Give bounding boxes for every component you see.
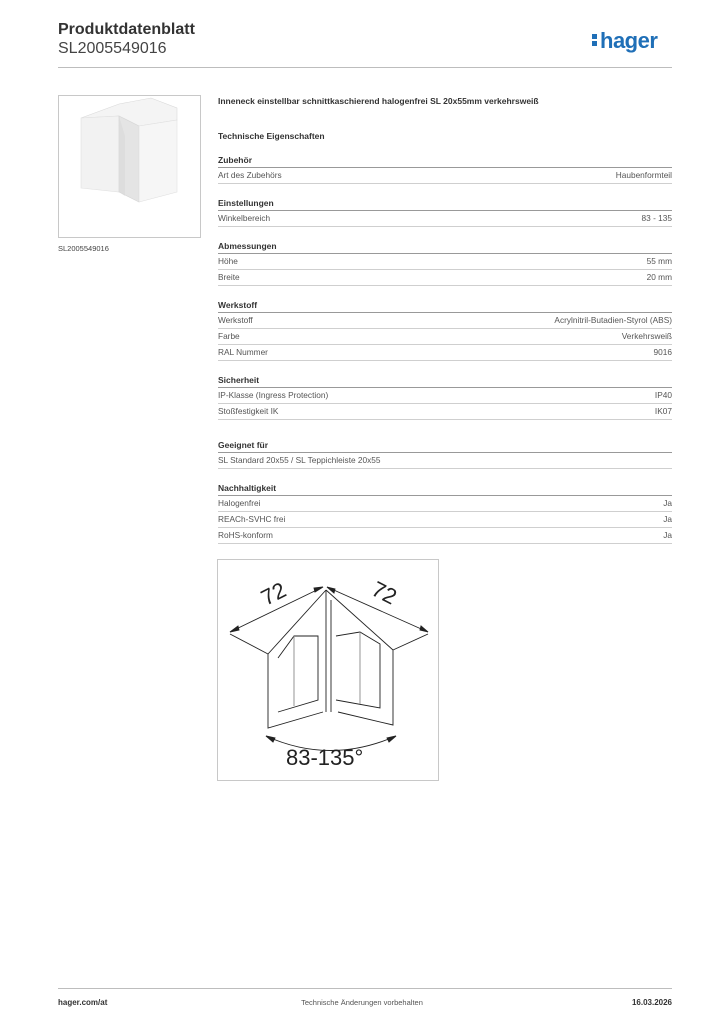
spec-row [218, 512, 672, 528]
section-werkstoff [218, 300, 672, 361]
section-einstellungen [218, 198, 672, 227]
spec-key: Winkelbereich [218, 213, 271, 223]
spec-value: Ja [663, 498, 672, 508]
page-title: Produktdatenblatt [58, 21, 195, 38]
spec-value: 83 - 135 [641, 213, 672, 223]
section-abmessungen [218, 241, 672, 286]
spec-value: Haubenformteil [615, 170, 672, 180]
section-title: Einstellungen [218, 198, 672, 211]
section-zubehoer [218, 155, 672, 184]
product-title: Inneneck einstellbar schnittkaschierend halogenfrei SL 20x55mm verkehrsweiß [218, 96, 539, 106]
spec-column [218, 96, 672, 574]
footer-disclaimer: Technische Änderungen vorbehalten [301, 998, 423, 1007]
section-sicherheit [218, 375, 672, 420]
section-geeignet [218, 440, 672, 469]
spec-key: Werkstoff [218, 315, 253, 325]
section-title: Abmessungen [218, 241, 672, 254]
dimension-left-label: 72 [256, 577, 291, 611]
spec-row [218, 528, 672, 544]
spec-key: Höhe [218, 256, 238, 266]
footer-date: 16.03.2026 [631, 998, 672, 1007]
header-divider [58, 67, 672, 68]
section-title: Nachhaltigkeit [218, 483, 672, 496]
logo-text: hager [600, 28, 658, 53]
spec-key: RAL Nummer [218, 347, 268, 357]
spec-value: Ja [663, 514, 672, 524]
hager-logo[interactable] [592, 28, 657, 54]
spec-key: REACh-SVHC frei [218, 514, 286, 524]
spec-key: RoHS-konform [218, 530, 273, 540]
spec-value: Verkehrsweiß [621, 331, 672, 341]
spec-row [218, 453, 672, 469]
spec-value: 20 mm [646, 272, 672, 282]
spec-key: Breite [218, 272, 240, 282]
spec-key: SL Standard 20x55 / SL Teppichleiste 20x55 [218, 455, 381, 465]
spec-row [218, 388, 672, 404]
spec-value: IK07 [654, 406, 672, 416]
technical-drawing [217, 559, 439, 781]
section-title: Zubehör [218, 155, 672, 168]
spec-row [218, 345, 672, 361]
photo-caption: SL2005549016 [58, 244, 109, 253]
spec-value: 9016 [653, 347, 672, 357]
logo-dots-icon [592, 32, 597, 48]
angle-label: 83-135° [286, 745, 364, 770]
spec-key: Halogenfrei [218, 498, 261, 508]
footer-divider [58, 988, 672, 989]
spec-key: Farbe [218, 331, 240, 341]
spec-value: IP40 [654, 390, 672, 400]
spec-key: IP-Klasse (Ingress Protection) [218, 390, 329, 400]
section-title: Werkstoff [218, 300, 672, 313]
article-number: SL2005549016 [58, 40, 167, 57]
spec-row [218, 168, 672, 184]
spec-row [218, 211, 672, 227]
tech-heading: Technische Eigenschaften [218, 131, 325, 141]
spec-key: Art des Zubehörs [218, 170, 282, 180]
footer-website-link[interactable]: hager.com/at [58, 998, 108, 1007]
spec-row [218, 313, 672, 329]
dimension-right-label: 72 [367, 576, 401, 610]
spec-row [218, 329, 672, 345]
spec-value: Acrylnitril-Butadien-Styrol (ABS) [554, 315, 672, 325]
spec-value: 55 mm [646, 256, 672, 266]
spec-row [218, 254, 672, 270]
spec-row [218, 496, 672, 512]
section-nachhaltigkeit [218, 483, 672, 544]
spec-row [218, 404, 672, 420]
section-title: Sicherheit [218, 375, 672, 388]
section-title: Geeignet für [218, 440, 672, 453]
spec-value: Ja [663, 530, 672, 540]
spec-row [218, 270, 672, 286]
spec-key: Stoßfestigkeit IK [218, 406, 279, 416]
product-photo [58, 95, 201, 238]
